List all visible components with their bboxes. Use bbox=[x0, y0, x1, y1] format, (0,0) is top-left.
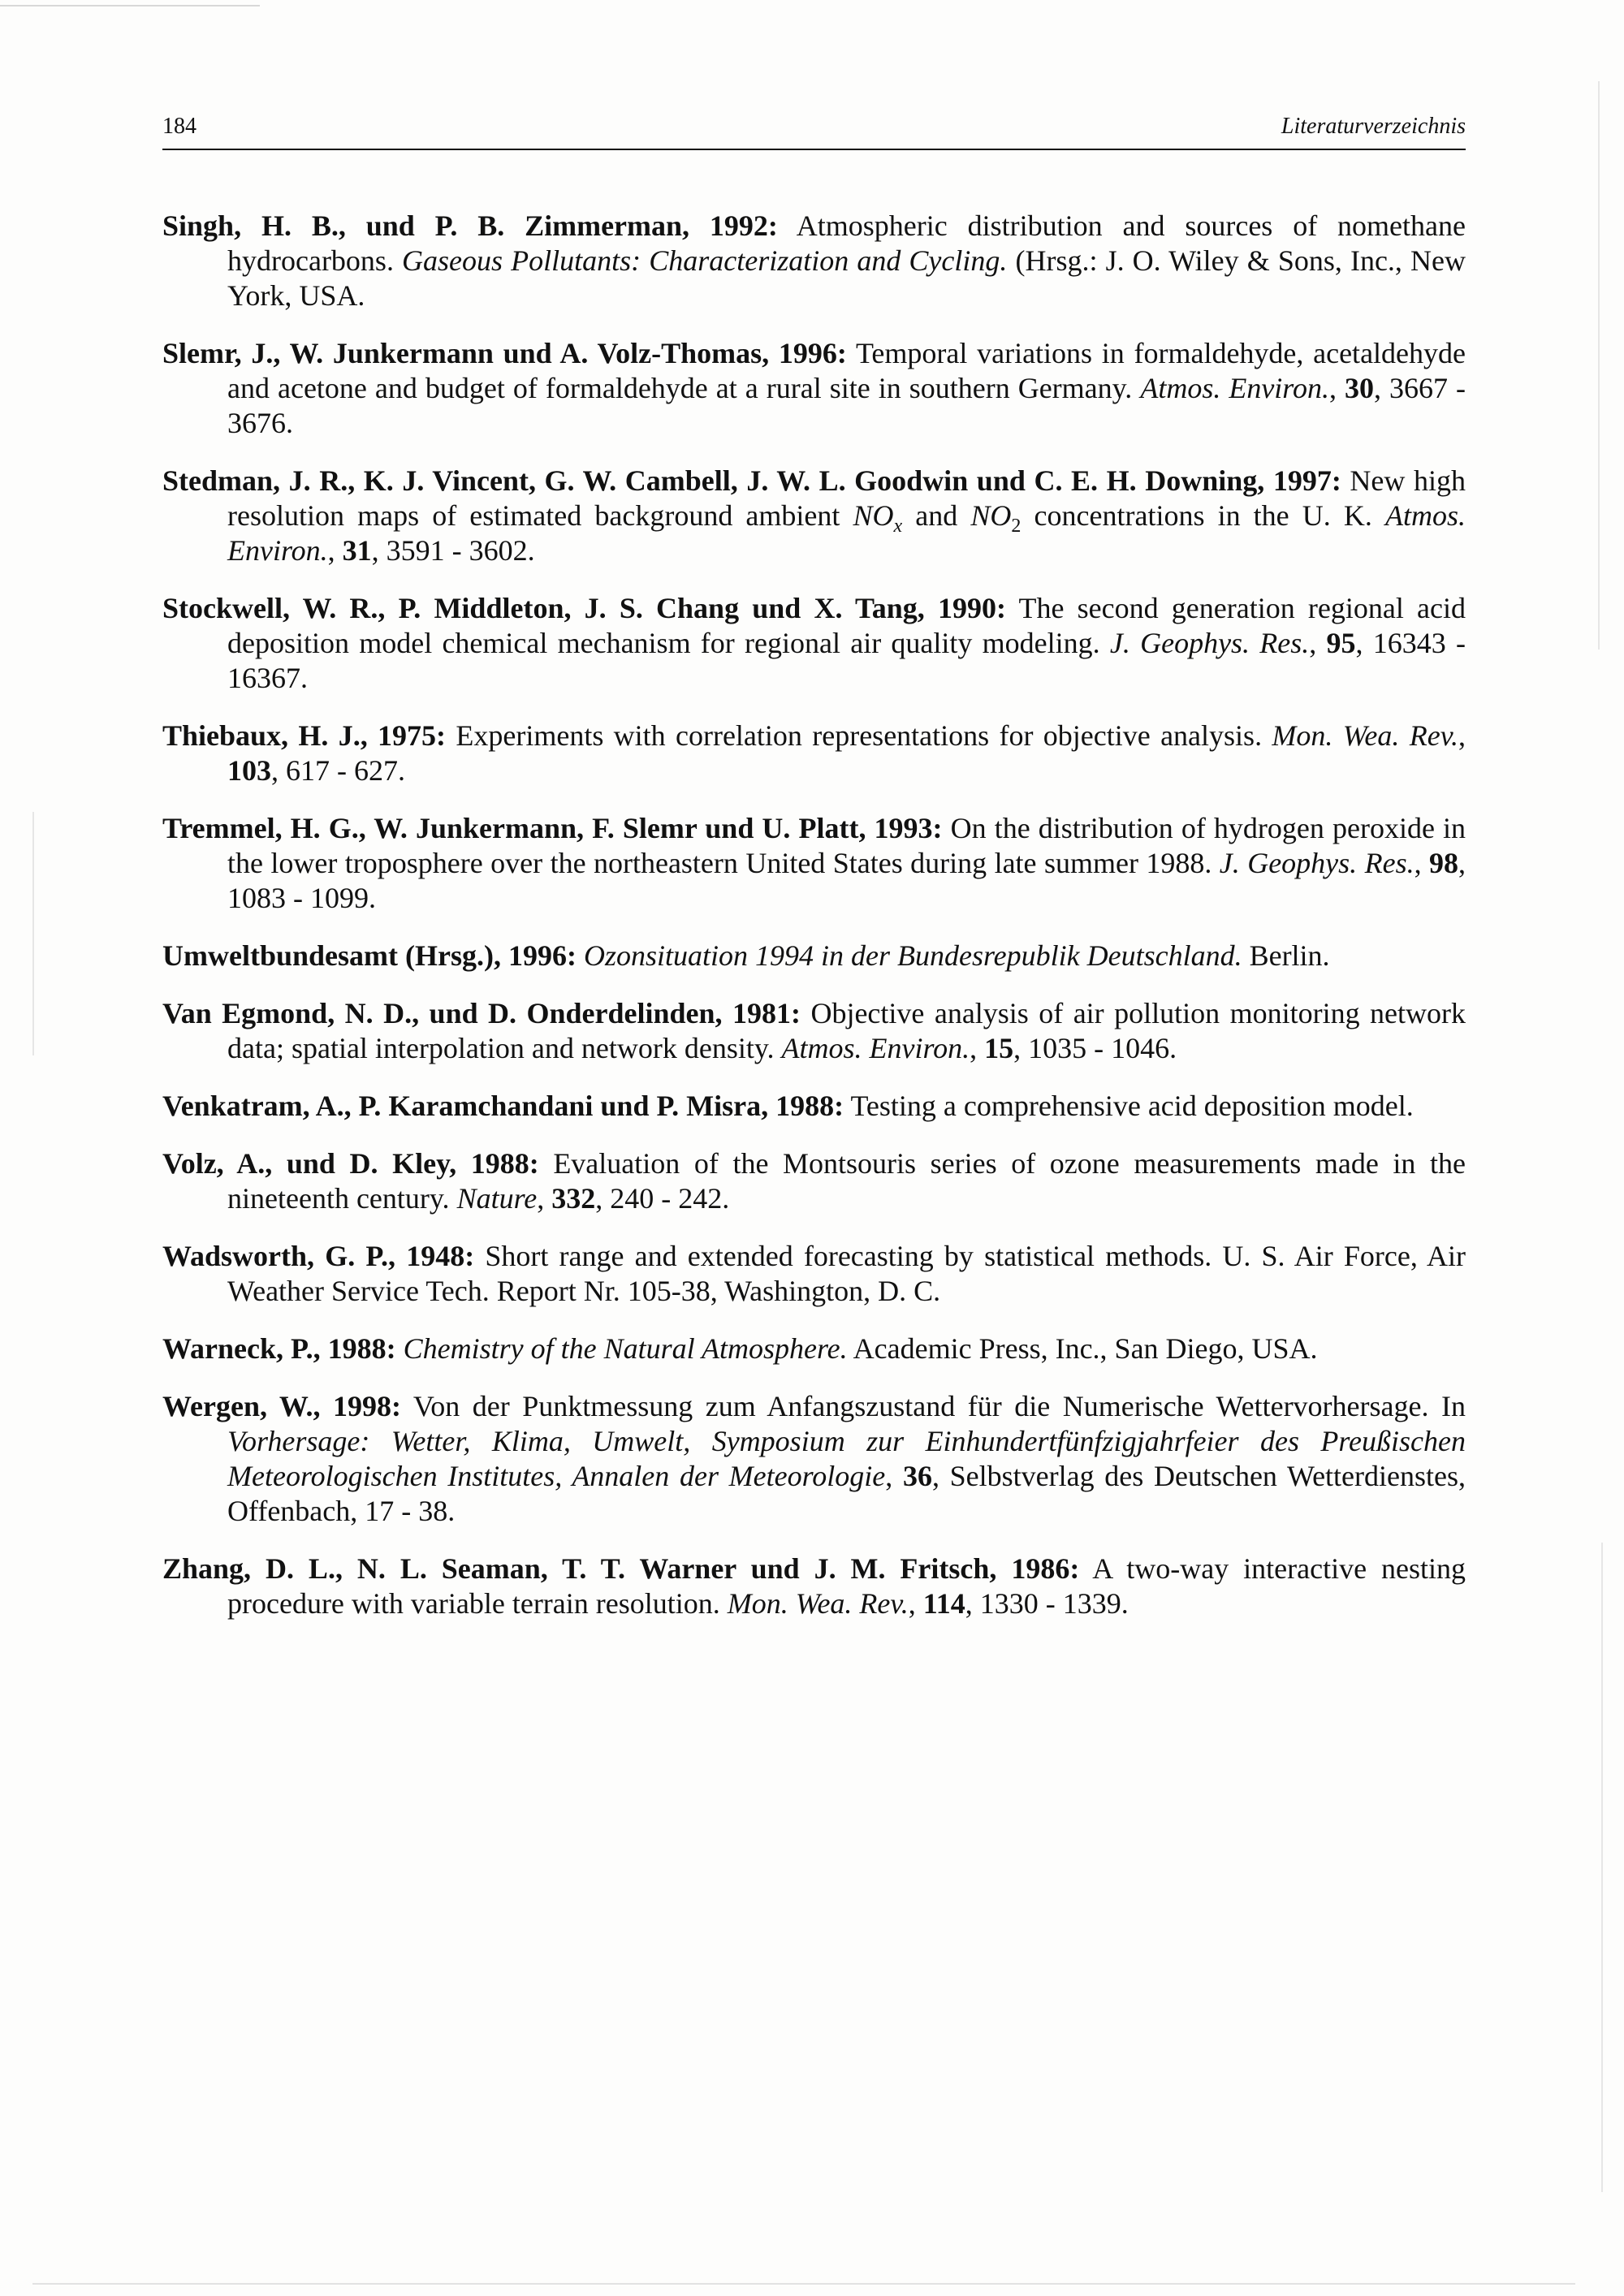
reference-text bbox=[396, 1332, 404, 1365]
chemical-formula bbox=[970, 499, 1021, 537]
reference-text: A two-way interactive nesting procedure with variable terrain resolution. bbox=[227, 1552, 1466, 1620]
reference-journal: J. Geophys. Res. bbox=[1219, 847, 1415, 879]
reference-authors: Warneck, P., 1988: bbox=[162, 1332, 396, 1365]
reference-entry bbox=[162, 336, 1466, 441]
scan-artifact-top bbox=[0, 5, 260, 6]
reference-text: Short range and extended forecasting by statistical methods. U. S. Air Force, Air Weather Service Tech. Report Nr. 105-38, Washington, D. C. bbox=[227, 1240, 1466, 1307]
reference-entry bbox=[162, 591, 1466, 696]
running-header bbox=[162, 114, 1466, 153]
reference-entry bbox=[162, 996, 1466, 1066]
reference-authors: Stockwell, W. R., P. Middleton, J. S. Chang und X. Tang, 1990: bbox=[162, 592, 1006, 624]
reference-authors: Umweltbundesamt (Hrsg.), 1996: bbox=[162, 939, 577, 972]
header-rule bbox=[162, 149, 1466, 150]
reference-text bbox=[577, 939, 584, 972]
reference-journal: Atmos. Environ. bbox=[781, 1032, 970, 1064]
reference-text: , bbox=[908, 1587, 923, 1620]
chemical-formula-base: NO bbox=[853, 499, 894, 532]
chemical-formula-subscript: x bbox=[893, 516, 903, 537]
reference-journal: Atmos. Environ. bbox=[1140, 372, 1329, 404]
reference-entry bbox=[162, 939, 1466, 973]
scan-artifact-edge bbox=[1598, 81, 1600, 650]
reference-entry bbox=[162, 719, 1466, 788]
reference-journal: Atmos. Environ. bbox=[227, 499, 1466, 567]
reference-pages: , 1083 - 1099. bbox=[227, 847, 1466, 914]
scan-artifact-edge bbox=[1601, 1543, 1603, 2192]
section-title: Literaturverzeichnis bbox=[1281, 114, 1466, 139]
reference-authors: Singh, H. B., und P. B. Zimmerman, 1992: bbox=[162, 209, 778, 242]
reference-volume: 31 bbox=[342, 534, 372, 567]
reference-authors: Wadsworth, G. P., 1948: bbox=[162, 1240, 475, 1272]
reference-source: Vorhersage: Wetter, Klima, Umwelt, Symposium zur Einhundertfünfzigjahrfeier des Preußischen Meteorologischen Institutes, Annalen der Meteorologie bbox=[227, 1425, 1466, 1492]
reference-entry bbox=[162, 1146, 1466, 1216]
reference-authors: Thiebaux, H. J., 1975: bbox=[162, 719, 447, 752]
reference-entry bbox=[162, 209, 1466, 313]
reference-text: Berlin. bbox=[1242, 939, 1330, 972]
reference-volume: 95 bbox=[1326, 627, 1356, 659]
reference-pages: , 1330 - 1339. bbox=[965, 1587, 1129, 1620]
reference-journal: Nature bbox=[456, 1182, 538, 1215]
reference-authors: Tremmel, H. G., W. Junkermann, F. Slemr und U. Platt, 1993: bbox=[162, 812, 943, 844]
reference-source: Ozonsituation 1994 in der Bundesrepublik Deutschland. bbox=[583, 939, 1242, 972]
reference-volume: 114 bbox=[922, 1587, 965, 1620]
reference-entry bbox=[162, 1089, 1466, 1124]
reference-text: , bbox=[537, 1182, 552, 1215]
reference-pages: , Selbstverlag des Deutschen Wetterdienstes, Offenbach, 17 - 38. bbox=[227, 1460, 1466, 1527]
reference-volume: 36 bbox=[902, 1460, 932, 1492]
reference-text: concentrations in the U. K. bbox=[1021, 499, 1386, 532]
reference-volume: 30 bbox=[1345, 372, 1374, 404]
reference-volume: 332 bbox=[551, 1182, 596, 1215]
reference-text: , bbox=[970, 1032, 985, 1064]
reference-pages: , 240 - 242. bbox=[595, 1182, 730, 1215]
reference-authors: Stedman, J. R., K. J. Vincent, G. W. Cambell, J. W. L. Goodwin und C. E. H. Downing, 1997: bbox=[162, 464, 1341, 497]
reference-journal: Mon. Wea. Rev. bbox=[1272, 719, 1458, 752]
reference-text: , bbox=[1309, 627, 1327, 659]
reference-text: and bbox=[902, 499, 971, 532]
scan-artifact-edge bbox=[32, 812, 34, 1055]
reference-entry bbox=[162, 1389, 1466, 1529]
reference-text: Experiments with correlation representations for objective analysis. bbox=[446, 719, 1272, 752]
reference-text: Testing a comprehensive acid deposition model. bbox=[844, 1090, 1414, 1122]
reference-journal: J. Geophys. Res. bbox=[1109, 627, 1310, 659]
chemical-formula-subscript: 2 bbox=[1011, 516, 1021, 537]
reference-volume: 15 bbox=[984, 1032, 1014, 1064]
reference-pages: , 617 - 627. bbox=[271, 754, 405, 787]
reference-entry bbox=[162, 464, 1466, 568]
reference-source: Chemistry of the Natural Atmosphere. bbox=[403, 1332, 848, 1365]
reference-text: Von der Punktmessung zum Anfangszustand für die Numerische Wettervorhersage. In bbox=[401, 1390, 1466, 1422]
reference-pages: , 16343 - 16367. bbox=[227, 627, 1466, 694]
reference-authors: Zhang, D. L., N. L. Seaman, T. T. Warner und J. M. Fritsch, 1986: bbox=[162, 1552, 1080, 1585]
reference-entry bbox=[162, 811, 1466, 916]
reference-entry bbox=[162, 1331, 1466, 1366]
reference-journal: Mon. Wea. Rev. bbox=[727, 1587, 909, 1620]
reference-authors: Wergen, W., 1998: bbox=[162, 1390, 402, 1422]
reference-text: , bbox=[1328, 372, 1345, 404]
reference-source: Gaseous Pollutants: Characterization and Cycling. bbox=[402, 244, 1008, 277]
reference-text: Objective analysis of air pollution monitoring network data; spatial interpolation and network density. bbox=[227, 997, 1466, 1064]
reference-entry bbox=[162, 1239, 1466, 1309]
reference-volume: 103 bbox=[227, 754, 271, 787]
reference-text: , bbox=[1414, 847, 1430, 879]
chemical-formula bbox=[853, 499, 903, 537]
reference-text: Atmospheric distribution and sources of nomethane hydrocarbons. bbox=[227, 209, 1466, 277]
reference-volume: 98 bbox=[1429, 847, 1459, 879]
reference-text: Academic Press, Inc., San Diego, USA. bbox=[847, 1332, 1318, 1365]
reference-pages: , 3591 - 3602. bbox=[371, 534, 535, 567]
reference-text: (Hrsg.: J. O. Wiley & Sons, Inc., New York, USA. bbox=[227, 244, 1466, 312]
reference-authors: Slemr, J., W. Junkermann und A. Volz-Thomas, 1996: bbox=[162, 337, 847, 369]
reference-authors: Van Egmond, N. D., und D. Onderdelinden, 1981: bbox=[162, 997, 801, 1029]
reference-pages: , 1035 - 1046. bbox=[1013, 1032, 1177, 1064]
reference-text: Temporal variations in formaldehyde, acetaldehyde and acetone and budget of formaldehyde at a rural site in southern Germany. bbox=[227, 337, 1466, 404]
reference-text: , bbox=[885, 1460, 903, 1492]
chemical-formula-base: NO bbox=[970, 499, 1012, 532]
reference-text: , bbox=[1458, 719, 1466, 752]
reference-list bbox=[162, 209, 1466, 1644]
reference-entry bbox=[162, 1552, 1466, 1621]
reference-text: , bbox=[327, 534, 343, 567]
scan-artifact-bottom bbox=[32, 2283, 1575, 2285]
reference-pages: , 3667 - 3676. bbox=[227, 372, 1466, 439]
reference-text: New high resolution maps of estimated background ambient bbox=[227, 464, 1466, 532]
reference-text: Evaluation of the Montsouris series of ozone measurements made in the nineteenth century. bbox=[227, 1147, 1466, 1215]
reference-authors: Venkatram, A., P. Karamchandani und P. Misra, 1988: bbox=[162, 1090, 844, 1122]
reference-authors: Volz, A., und D. Kley, 1988: bbox=[162, 1147, 539, 1180]
reference-text: On the distribution of hydrogen peroxide in the lower troposphere over the northeastern United States during late summer 1988. bbox=[227, 812, 1466, 879]
page-number: 184 bbox=[162, 114, 197, 139]
reference-text: The second generation regional acid deposition model chemical mechanism for regional air quality modeling. bbox=[227, 592, 1466, 659]
